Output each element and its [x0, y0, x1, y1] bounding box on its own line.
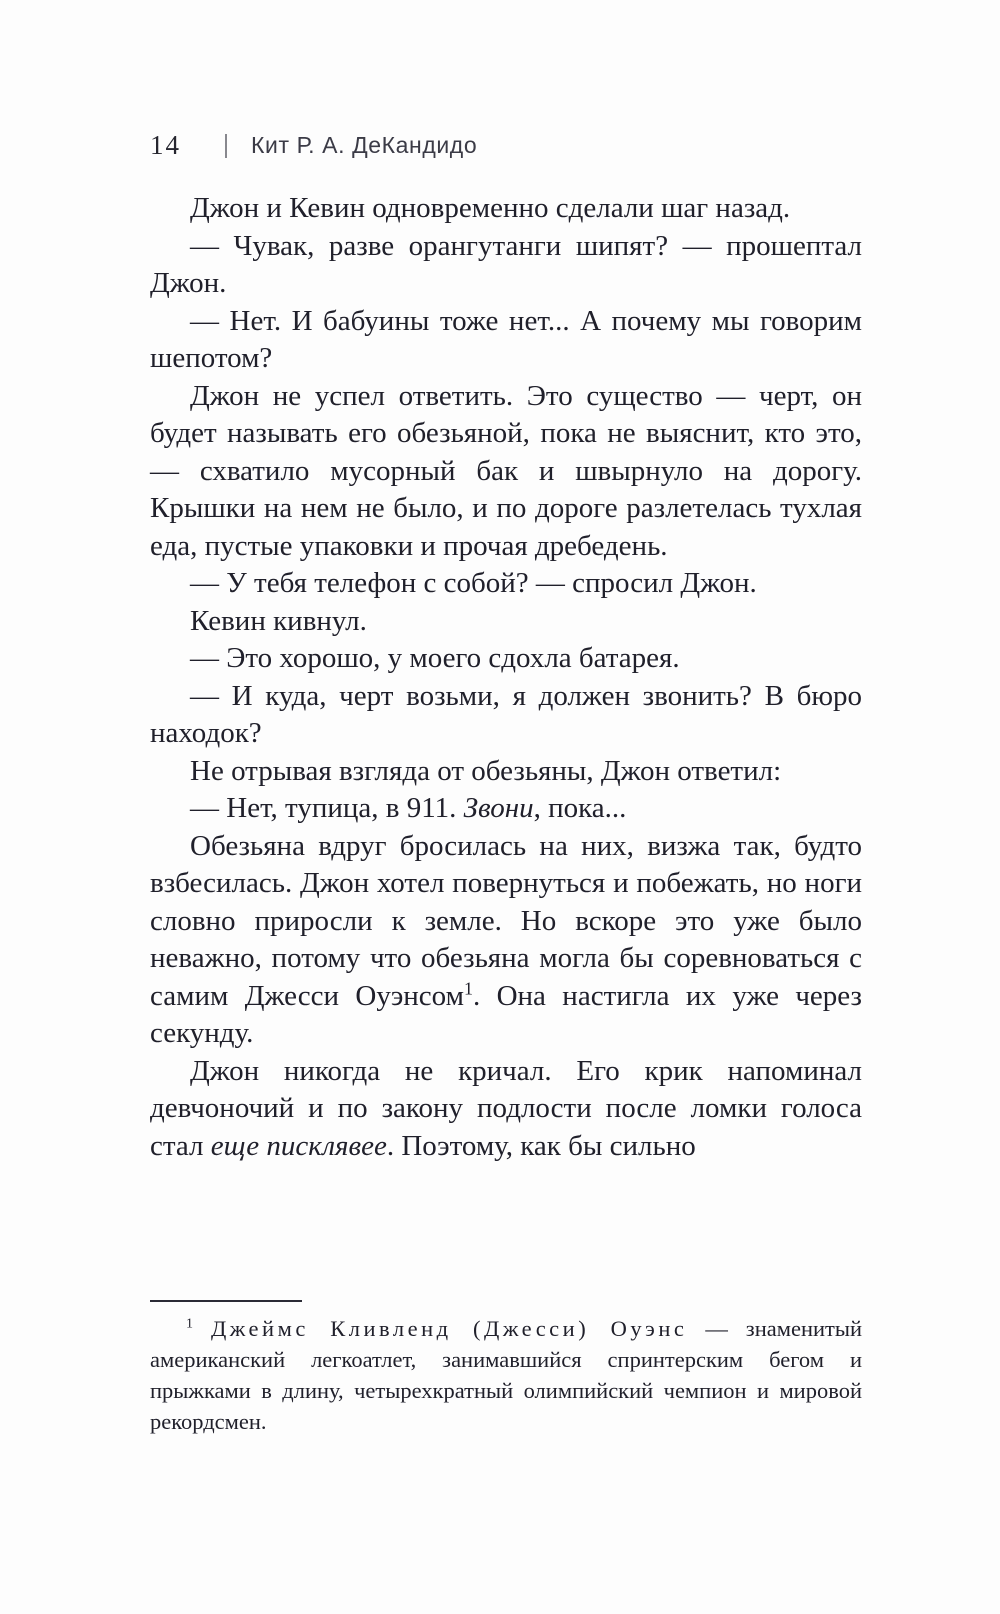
text-run: , пока...	[533, 792, 627, 824]
page-number: 14	[150, 130, 181, 160]
text-run	[193, 1316, 211, 1341]
paragraph	[150, 828, 862, 1053]
paragraph	[150, 565, 862, 603]
text-run: Кевин кивнул.	[190, 604, 367, 637]
paragraph	[150, 1053, 862, 1166]
text-run: — знаменитый американский легкоатлет, занимавшийся спринтерским бегом и прыжками в длину, четырехкратный олимпийский чемпион и мировой рекордсмен.	[150, 1316, 863, 1434]
footnote-text	[150, 1313, 862, 1437]
paragraph	[150, 790, 862, 828]
body-text	[150, 190, 862, 1165]
paragraph	[150, 640, 862, 678]
paragraph	[150, 228, 862, 303]
paragraph	[150, 678, 862, 753]
text-run: Не отрывая взгляда от обезьяны, Джон ответил:	[190, 754, 782, 787]
running-title: Кит Р. А. ДеКандидо	[251, 132, 478, 158]
text-run: . Она настигла их уже через секунду.	[150, 979, 862, 1049]
footnote-marker: 1	[186, 1316, 193, 1332]
paragraph	[150, 753, 862, 791]
text-run: Джеймс Кливленд (Джесси) Оуэнс	[210, 1316, 688, 1341]
text-run: — Чувак, разве орангутанги шипят? — прошептал Джон.	[150, 229, 862, 299]
paragraph	[150, 303, 862, 378]
paragraph	[150, 603, 862, 641]
text-run: Джон и Кевин одновременно сделали шаг назад.	[190, 192, 791, 224]
text-run: — Это хорошо, у моего сдохла батарея.	[190, 642, 680, 674]
text-run: Звони	[463, 792, 534, 824]
text-run: — У тебя телефон с собой? — спросил Джон.	[190, 567, 757, 599]
text-run: — Нет, тупица, в 911.	[190, 792, 464, 824]
text-run: — И куда, черт возьми, я должен звонить? В бюро находок?	[150, 679, 862, 749]
footnote-paragraph	[150, 1313, 862, 1437]
text-run: Джон не успел ответить. Это существо — черт, он будет называть его обезьяной, пока не выяснит, кто это, — схватило мусорный бак и швырнуло на дорогу. Крышки на нем не было, и по дороге разлетелась тухлая еда, пустые упаковки и прочая дребедень.	[150, 379, 862, 562]
running-header	[150, 130, 860, 161]
text-run: Обезьяна вдруг бросилась на них, визжа так, будто взбесилась. Джон хотел повернуться и побежать, но ноги словно приросли к земле. Но вскоре это уже было неважно, потому что обезьяна могла бы соревноваться с самим Джесси Оуэнсом	[150, 829, 862, 1012]
text-run: Джон никогда не кричал. Его крик напоминал девчоночий и по закону подлости после ломки голоса стал	[150, 1054, 862, 1162]
text-run: — Нет. И бабуины тоже нет... А почему мы говорим шепотом?	[150, 304, 862, 374]
header-separator	[225, 134, 227, 158]
text-run: . Поэтому, как бы сильно	[386, 1129, 696, 1162]
footnote-divider	[150, 1300, 302, 1302]
paragraph	[150, 378, 862, 566]
footnote-marker: 1	[463, 977, 473, 998]
paragraph	[150, 190, 862, 228]
text-run: еще писклявее	[210, 1129, 387, 1162]
